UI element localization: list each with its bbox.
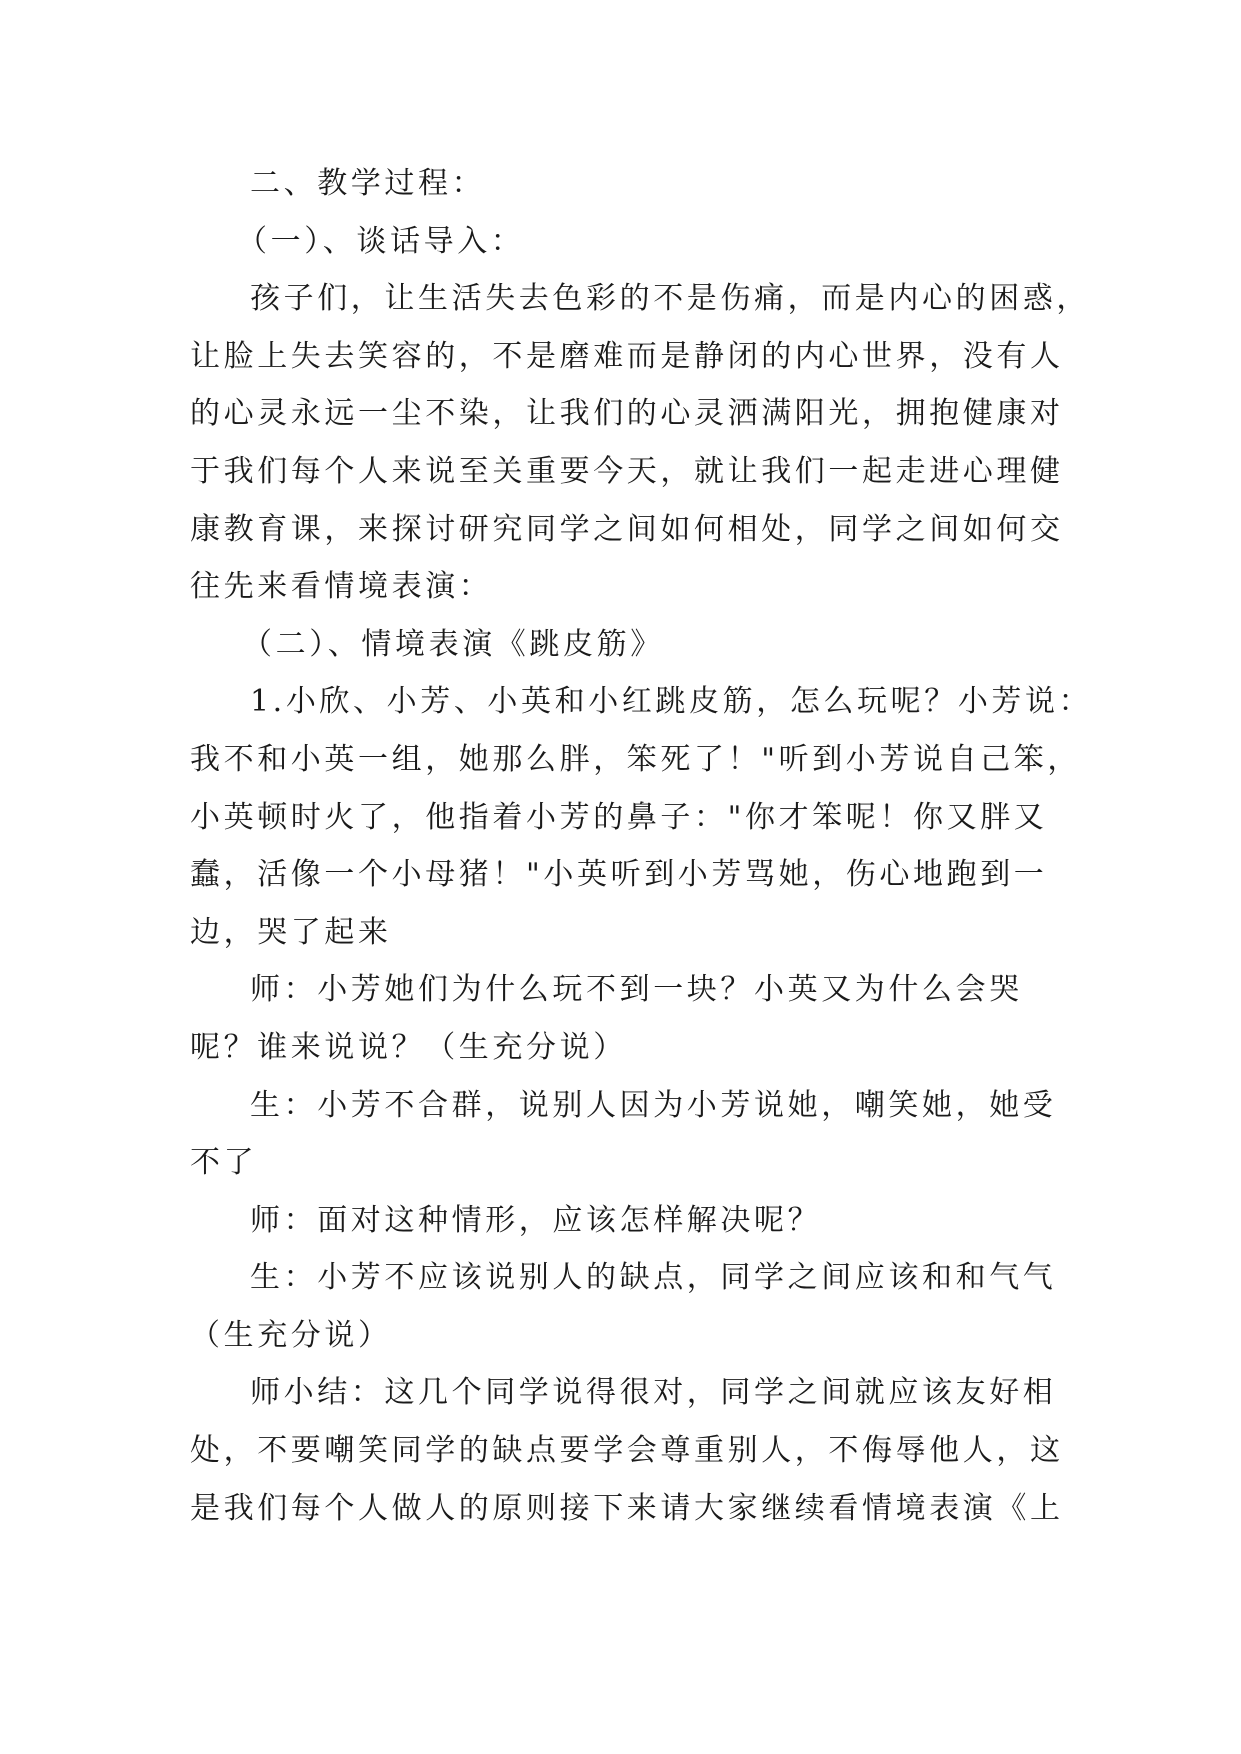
paragraph-line: 让脸上失去笑容的，不是磨难而是静闭的内心世界，没有人 <box>190 338 1064 374</box>
paragraph-line: 1.小欣、小芳、小英和小红跳皮筋，怎么玩呢？小芳说： <box>250 684 1093 720</box>
subsection-heading: （一）、谈话导入： <box>237 223 525 259</box>
section-heading: 二、教学过程： <box>250 166 486 201</box>
dialogue-line: 师：小芳她们为什么玩不到一块？小英又为什么会哭 <box>250 972 1023 1008</box>
paragraph-line: 的心灵永远一尘不染，让我们的心灵洒满阳光，拥抱健康对 <box>190 396 1064 432</box>
dialogue-line: 生：小芳不合群，说别人因为小芳说她，嘲笑她，她受 <box>250 1087 1057 1123</box>
paragraph-line: 边，哭了起来 <box>190 914 392 950</box>
paragraph-line: 康教育课，来探讨研究同学之间如何相处，同学之间如何交 <box>190 511 1064 547</box>
paragraph-line: 孩子们，让生活失去色彩的不是伤痛，而是内心的困惑， <box>250 281 1090 317</box>
dialogue-line: 不了 <box>190 1145 258 1181</box>
dialogue-line: 呢？谁来说说？（生充分说） <box>190 1029 627 1065</box>
paragraph-line: 于我们每个人来说至关重要今天，就让我们一起走进心理健 <box>190 453 1064 489</box>
summary-line: 师小结：这几个同学说得很对，同学之间就应该友好相 <box>250 1375 1057 1411</box>
paragraph-line: 小英顿时火了，他指着小芳的鼻子："你才笨呢！你又胖又 <box>190 799 1048 835</box>
document-body <box>190 155 1093 1537</box>
dialogue-line: 师：面对这种情形，应该怎样解决呢？ <box>250 1202 822 1238</box>
summary-line: 是我们每个人做人的原则接下来请大家继续看情境表演《上 <box>190 1490 1064 1526</box>
subsection-heading: （二）、情境表演《跳皮筋》 <box>242 626 664 662</box>
paragraph-line: 蠢，活像一个小母猪！"小英听到小芳骂她，伤心地跑到一 <box>190 857 1048 893</box>
summary-line: 处，不要嘲笑同学的缺点要学会尊重别人，不侮辱他人，这 <box>190 1433 1064 1469</box>
paragraph-line: 我不和小英一组，她那么胖，笨死了！"听到小芳说自己笨， <box>190 741 1081 777</box>
dialogue-line: 生：小芳不应该说别人的缺点，同学之间应该和和气气 <box>250 1260 1057 1296</box>
dialogue-line: （生充分说） <box>190 1317 392 1353</box>
paragraph-line: 往先来看情境表演： <box>190 569 493 605</box>
